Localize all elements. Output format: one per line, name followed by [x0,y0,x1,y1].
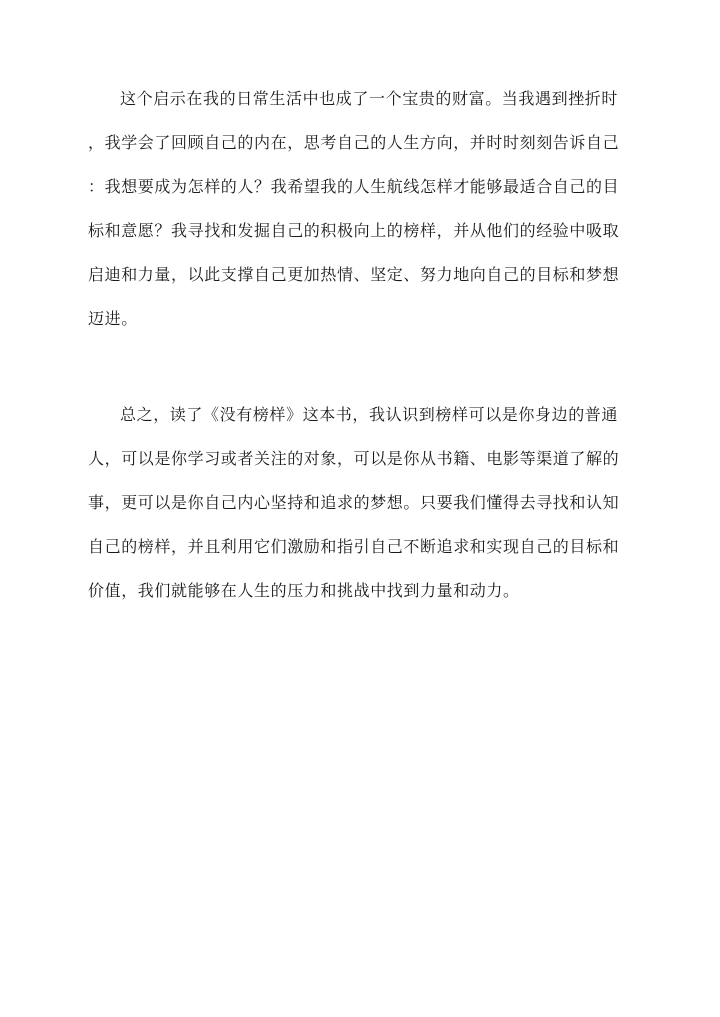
paragraph-line: 标和意愿？我寻找和发掘自己的积极向上的榜样，并从他们的经验中吸取 [88,221,620,240]
paragraph-line: 事，更可以是你自己内心坚持和追求的梦想。只要我们懂得去寻找和认知 [88,493,620,512]
paragraph-line: 价值，我们就能够在人生的压力和挑战中找到力量和动力。 [88,581,520,600]
paragraph-line: 这个启示在我的日常生活中也成了一个宝贵的财富。当我遇到挫折时 [120,89,619,108]
paragraph-line: 自己的榜样，并且利用它们激励和指引自己不断追求和实现自己的目标和 [88,537,620,556]
paragraph-line: ：我想要成为怎样的人？我希望我的人生航线怎样才能够最适合自己的目 [88,177,620,196]
paragraph-line: ，我学会了回顾自己的内在，思考自己的人生方向，并时时刻刻告诉自己 [88,133,620,152]
paragraph-line: 人，可以是你学习或者关注的对象，可以是你从书籍、电影等渠道了解的 [88,449,620,468]
paragraph-line: 总之，读了《没有榜样》这本书，我认识到榜样可以是你身边的普通 [120,405,619,424]
paragraph-line: 迈进。 [88,309,138,328]
paragraph-inspiration [88,77,638,341]
paragraph-conclusion [88,393,638,613]
paragraph-line: 启迪和力量，以此支撑自己更加热情、坚定、努力地向自己的目标和梦想 [88,265,620,284]
